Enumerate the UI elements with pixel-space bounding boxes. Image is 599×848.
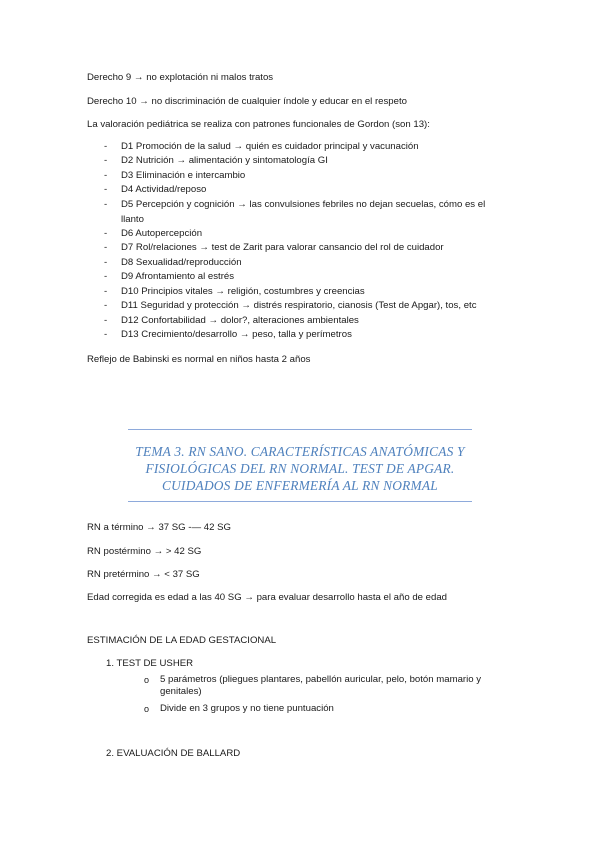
chapter-heading <box>128 429 472 502</box>
paragraph-edad-corregida: Edad corregida es edad a las 40 SG → para evaluar desarrollo hasta el año de edad <box>87 592 447 603</box>
paragraph-gordon-intro: La valoración pediátrica se realiza con patrones funcionales de Gordon (son 13): <box>87 119 430 130</box>
chapter-heading-text: TEMA 3. RN SANO. CARACTERÍSTICAS ANATÓMICAS Y FISIOLÓGICAS DEL RN NORMAL. TEST DE APGAR. CUIDADOS DE ENFERMERÍA AL RN NORMAL <box>135 444 465 493</box>
paragraph-rn-termino: RN a término → 37 SG -— 42 SG <box>87 522 231 533</box>
document-page: Derecho 9 → no explotación ni malos tratos Derecho 10 → no discriminación de cualquier índole y educar en el respeto La valoración pediátrica se realiza con patrones funcionales de Gordon (son 13): - D1 Promoción de la salud → quién es cuidador principal y vacunación - D2 Nutrición → alimentación y sintomatología GI - D3 Eliminación e intercambio - D4 Actividad/reposo - D5 Percepción y cognición → las convulsiones febriles no dejan secuelas, cómo es el llanto - D6 Autopercepción - D7 Rol/relaciones → test de Zarit para valorar cansancio del rol de cuidador - D8 Sexualidad/reproducción - D9 Afrontamiento al estrés - D10 Principios vitales → religión, costumbres y creencias - D11 Seguridad y protección → distrés respiratorio, cianosis (Test de Apgar), tos, etc - D12 Confortabilidad → dolor?, alteraciones ambientales - D13 Crecimiento/desarrollo → peso, talla y perímetros Reflejo de Babinski es normal en niños hasta 2 años TEMA 3. RN SANO. CARACTERÍSTICAS ANATÓMICAS Y FISIOLÓGICAS DEL RN NORMAL. TEST DE APGAR. CUIDADOS DE ENFERMERÍA AL RN NORMAL RN a término → 37 SG -— 42 SG RN postérmino → > 42 SG RN pretérmino → < 37 SG Edad corregida es edad a las 40 SG → para evaluar desarrollo hasta el año de edad ESTIMACIÓN DE LA EDAD GESTACIONAL 1. TEST DE USHER o 5 parámetros (pliegues plantares, pabellón auricular, pelo, botón mamario y genitales) o Divide en 3 grupos y no tiene puntuación 2. EVALUACIÓN DE BALLARD <box>87 72 486 759</box>
numbered-item-ballard: 2. EVALUACIÓN DE BALLARD <box>106 748 241 759</box>
paragraph-rn-postermino: RN postérmino → > 42 SG <box>87 546 202 557</box>
paragraph-derecho-9: Derecho 9 → no explotación ni malos tratos <box>87 72 274 83</box>
numbered-item-usher: 1. TEST DE USHER <box>106 658 194 669</box>
paragraph-babinski: Reflejo de Babinski es normal en niños hasta 2 años <box>87 354 311 365</box>
paragraph-rn-pretermino: RN pretérmino → < 37 SG <box>87 569 200 580</box>
heading-rule-bottom <box>128 501 472 502</box>
heading-rule-top <box>128 429 472 430</box>
paragraph-derecho-10: Derecho 10 → no discriminación de cualquier índole y educar en el respeto <box>87 96 407 107</box>
section-title: ESTIMACIÓN DE LA EDAD GESTACIONAL <box>87 635 277 646</box>
